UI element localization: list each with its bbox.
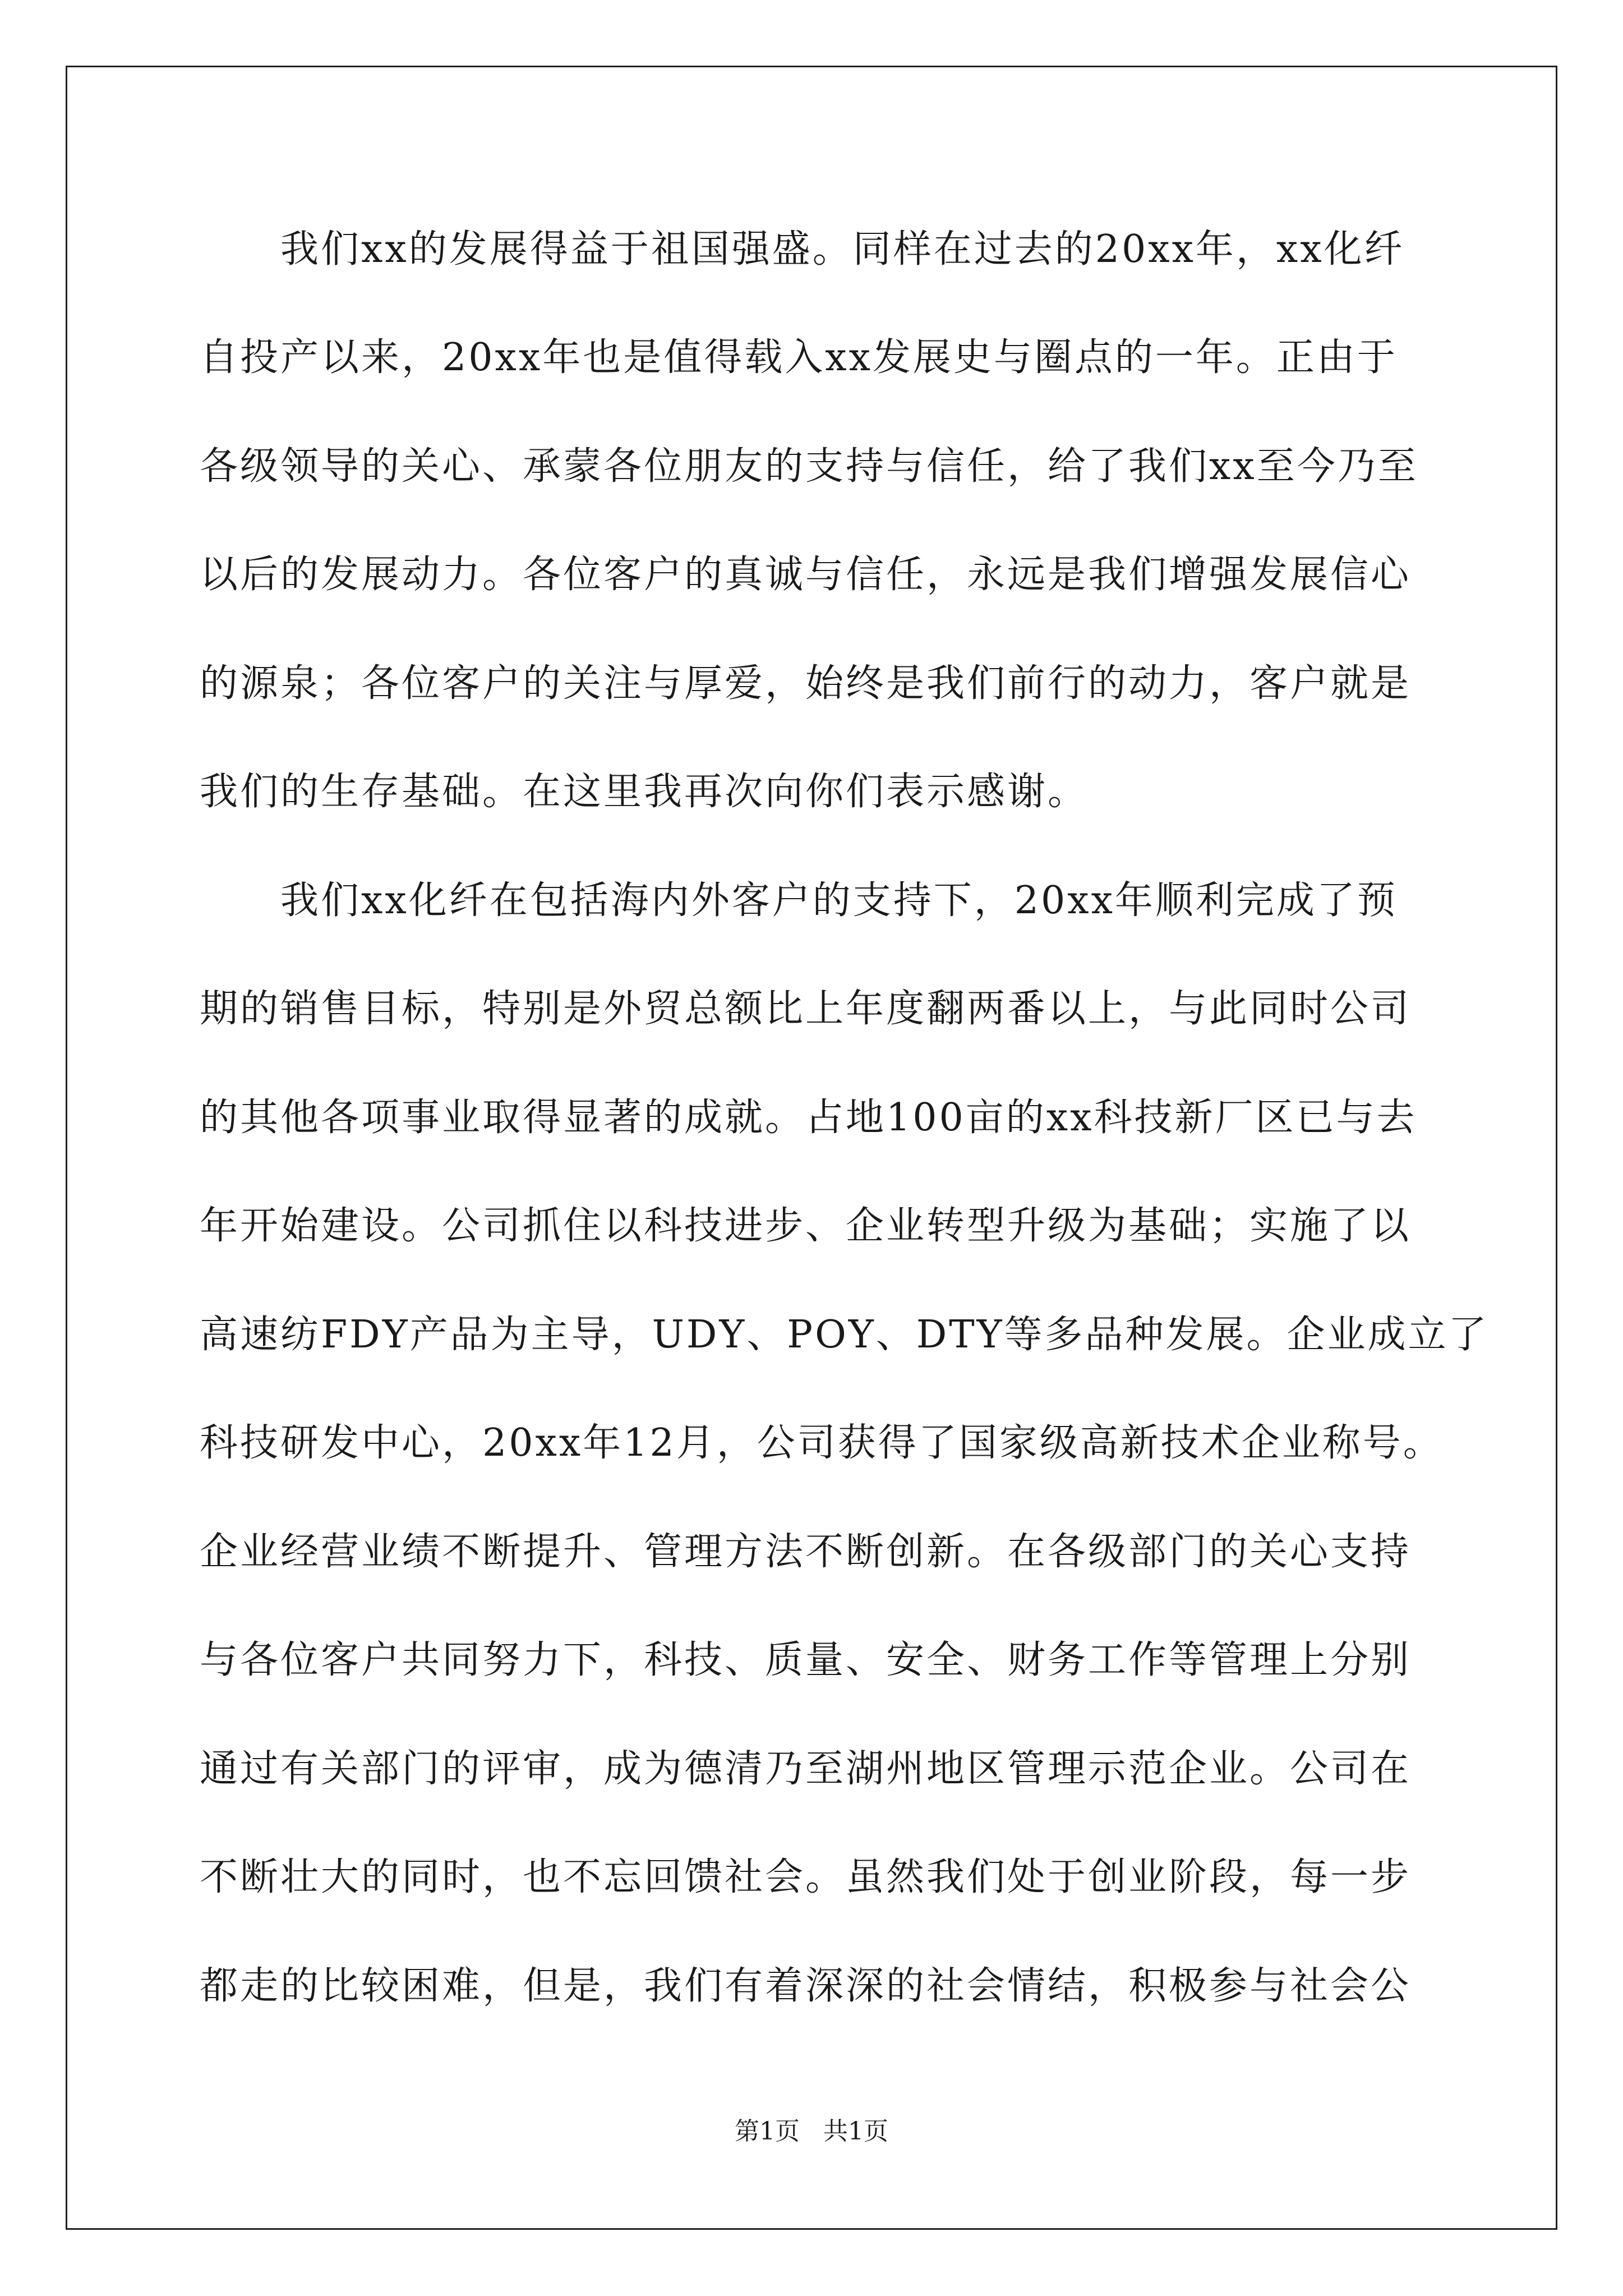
text-line: 以后的发展动力。各位客户的真诚与信任，永远是我们增强发展信心 bbox=[200, 553, 1412, 597]
text-line: 都走的比较困难，但是，我们有着深深的社会情结，积极参与社会公 bbox=[200, 1964, 1412, 2008]
text-line: 科技研发中心，20xx年12月，公司获得了国家级高新技术企业称号。 bbox=[200, 1421, 1444, 1465]
text-line: 的源泉；各位客户的关注与厚爱，始终是我们前行的动力，客户就是 bbox=[200, 661, 1412, 706]
text-line: 我们xx的发展得益于祖国强盛。同样在过去的20xx年，xx化纤 bbox=[200, 227, 1405, 272]
text-line: 自投产以来，20xx年也是值得载入xx发展史与圈点的一年。正由于 bbox=[200, 335, 1398, 380]
text-line: 年开始建设。公司抓住以科技进步、企业转型升级为基础；实施了以 bbox=[200, 1204, 1412, 1248]
text-line: 企业经营业绩不断提升、管理方法不断创新。在各级部门的关心支持 bbox=[200, 1530, 1412, 1574]
text-line: 的其他各项事业取得显著的成就。占地100亩的xx科技新厂区已与去 bbox=[200, 1096, 1417, 1140]
page-border bbox=[66, 66, 1557, 2230]
text-line: 不断壮大的同时，也不忘回馈社会。虽然我们处于创业阶段，每一步 bbox=[200, 1855, 1412, 1899]
page-footer: 第1页 共1页 bbox=[735, 2117, 888, 2146]
text-line: 期的销售目标，特别是外贸总额比上年度翻两番以上，与此同时公司 bbox=[200, 987, 1412, 1031]
text-line: 通过有关部门的评审，成为德清乃至湖州地区管理示范企业。公司在 bbox=[200, 1747, 1412, 1791]
text-line: 高速纺FDY产品为主导，UDY、POY、DTY等多品种发展。企业成立了 bbox=[200, 1313, 1489, 1357]
text-line: 各级领导的关心、承蒙各位朋友的支持与信任，给了我们xx至今乃至 bbox=[200, 444, 1418, 489]
text-line: 我们的生存基础。在这里我再次向你们表示感谢。 bbox=[200, 770, 1089, 814]
text-line: 我们xx化纤在包括海内外客户的支持下，20xx年顺利完成了预 bbox=[200, 878, 1398, 923]
text-line: 与各位客户共同努力下，科技、质量、安全、财务工作等管理上分别 bbox=[200, 1638, 1412, 1682]
